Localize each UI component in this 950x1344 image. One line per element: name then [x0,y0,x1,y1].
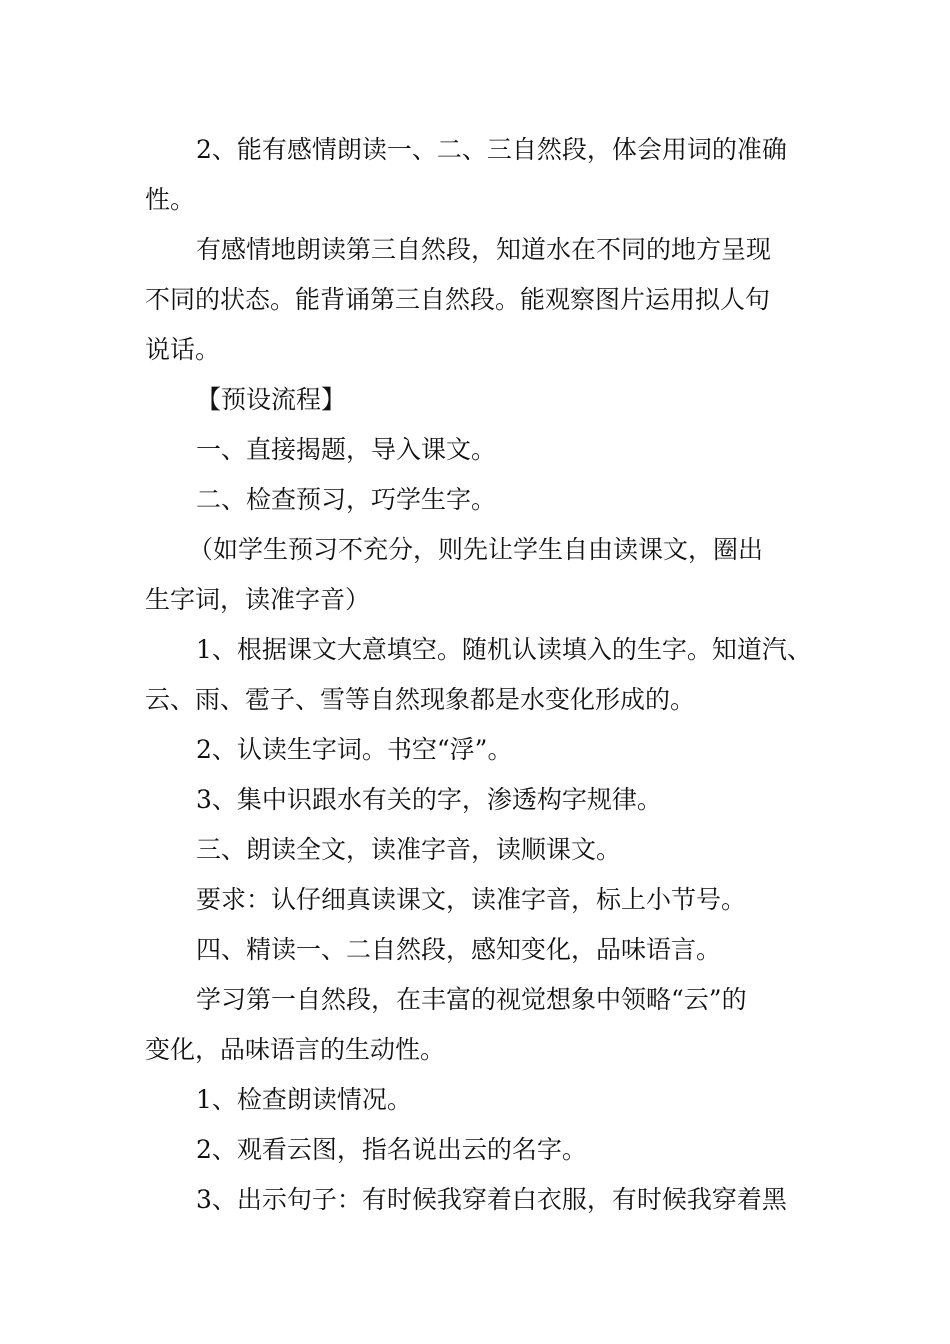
paragraph-line: 云、雨、雹子、雪等自然现象都是水变化形成的。 [145,685,696,714]
paragraph-line: 学习第一自然段，在丰富的视觉想象中领略“云”的 [196,985,747,1014]
paragraph-line: （如学生预习不充分，则先让学生自由读课文，圈出 [188,535,764,564]
paragraph-line: 要求：认仔细真读课文，读准字音，标上小节号。 [196,885,747,914]
paragraph-line: 不同的状态。能背诵第三自然段。能观察图片运用拟人句 [145,285,771,314]
paragraph-line: 性。 [145,185,196,214]
paragraph-line: 3、集中识跟水有关的字，渗透构字规律。 [196,785,662,814]
paragraph-line: 3、出示句子：有时候我穿着白衣服，有时候我穿着黑 [196,1185,787,1214]
section-heading: 【预设流程】 [196,385,347,414]
paragraph-line: 2、认读生字词。书空“浮”。 [196,735,513,764]
paragraph-line: 四、精读一、二自然段，感知变化，品味语言。 [196,935,722,964]
paragraph-line: 说话。 [145,335,221,364]
paragraph-line: 1、检查朗读情况。 [196,1085,412,1114]
paragraph-line: 有感情地朗读第三自然段，知道水在不同的地方呈现 [196,235,772,264]
paragraph-line: 1、根据课文大意填空。随机认读填入的生字。知道汽、 [196,635,812,664]
paragraph-line: 2、能有感情朗读一、二、三自然段，体会用词的准确 [196,135,787,164]
paragraph-line: 变化，品味语言的生动性。 [145,1035,446,1064]
paragraph-line: 二、检查预习，巧学生字。 [196,485,497,514]
paragraph-line: 一、直接揭题，导入课文。 [196,435,497,464]
paragraph-line: 生字词，读准字音） [145,585,371,614]
paragraph-line: 2、观看云图，指名说出云的名字。 [196,1135,587,1164]
paragraph-line: 三、朗读全文，读准字音，读顺课文。 [196,835,622,864]
